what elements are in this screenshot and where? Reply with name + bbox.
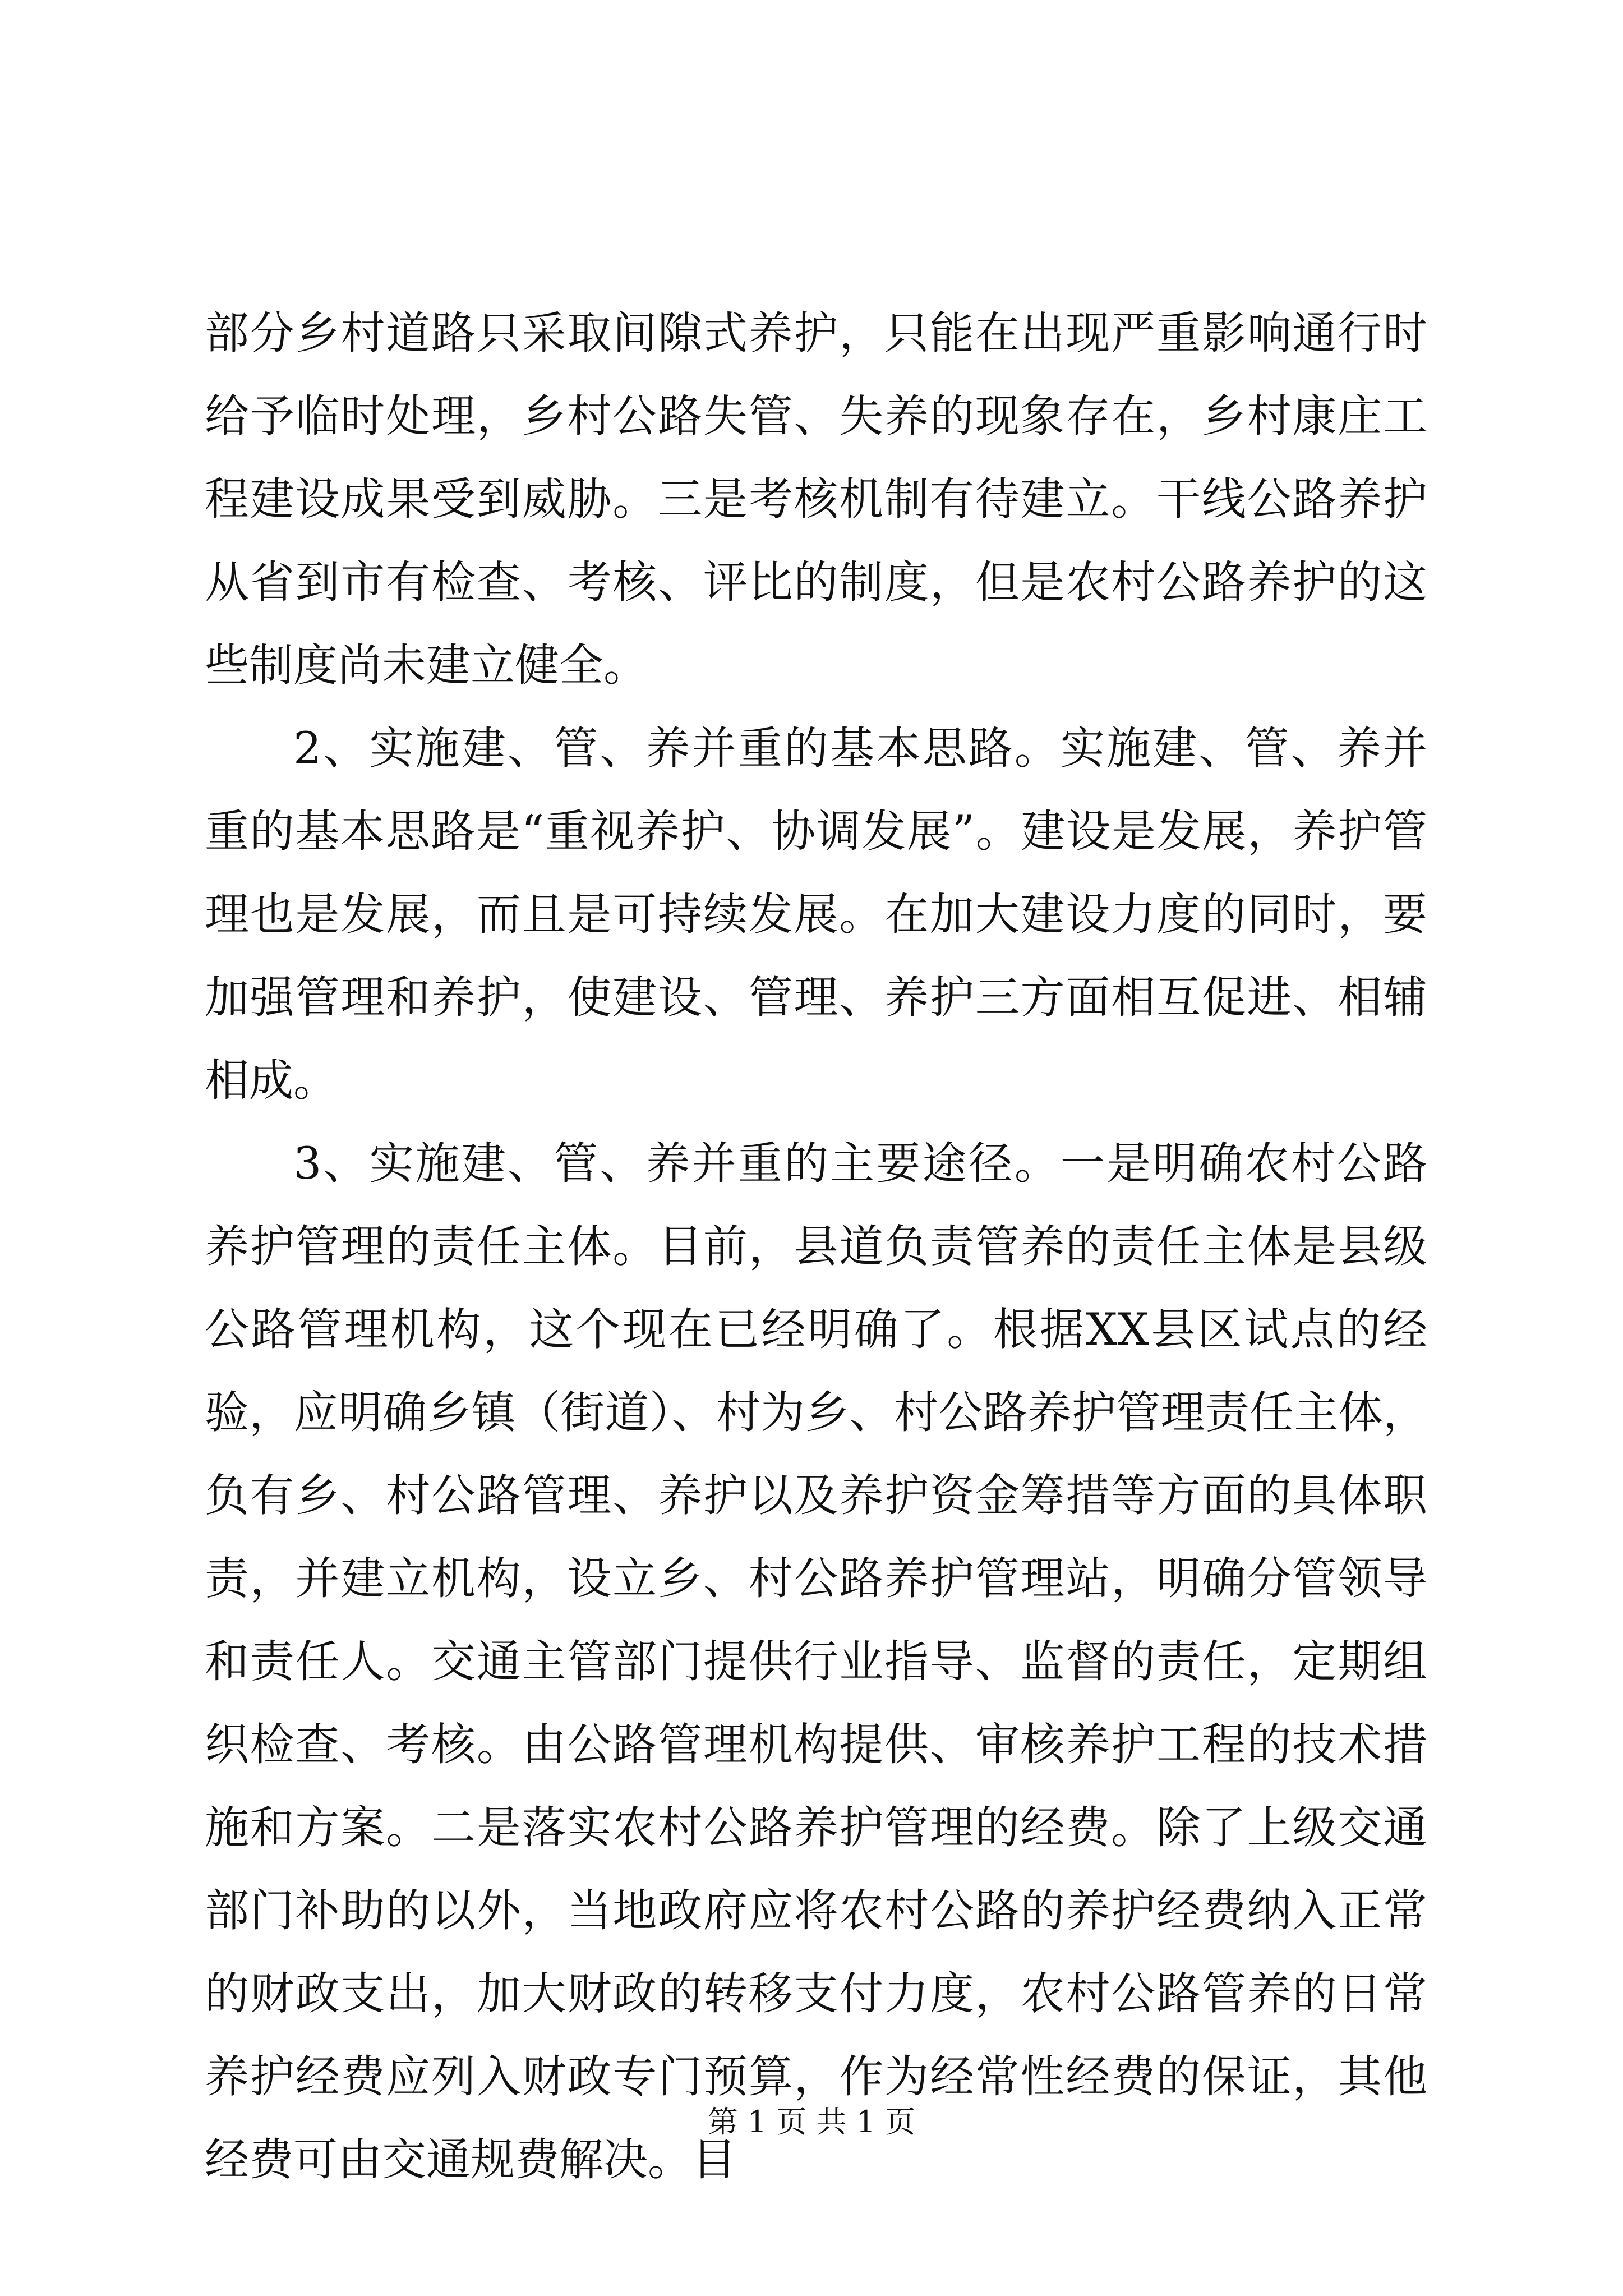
document-body [205,292,1427,2201]
paragraph-continued: 部分乡村道路只采取间隙式养护，只能在出现严重影响通行时给予临时处理，乡村公路失管、失养的现象存在，乡村康庄工程建设成果受到威胁。三是考核机制有待建立。干线公路养护从省到市有检查、考核、评比的制度，但是农村公路养护的这些制度尚未建立健全。 [205,307,1427,691]
paragraph-basic-approach: 2、实施建、管、养并重的基本思路。实施建、管、养并重的基本思路是“重视养护、协调发展”。建设是发展，养护管理也是发展，而且是可持续发展。在加大建设力度的同时，要加强管理和养护，使建设、管理、养护三方面相互促进、相辅相成。 [205,723,1427,1106]
page-footer: 第 1 页 共 1 页 [707,2104,916,2139]
paragraph-main-approach: 3、实施建、管、养并重的主要途径。一是明确农村公路养护管理的责任主体。目前，县道负责管养的责任主体是县级公路管理机构，这个现在已经明确了。根据XX县区试点的经验，应明确乡镇（街道）、村为乡、村公路养护管理责任主体，负有乡、村公路管理、养护以及养护资金筹措等方面的具体职责，并建立机构，设立乡、村公路养护管理站，明确分管领导和责任人。交通主管部门提供行业指导、监督的责任，定期组织检查、考核。由公路管理机构提供、审核养护工程的技术措施和方案。二是落实农村公路养护管理的经费。除了上级交通部门补助的以外，当地政府应将农村公路的养护经费纳入正常的财政支出，加大财政的转移支付力度，农村公路管养的日常养护经费应列入财政专门预算，作为经常性经费的保证，其他经费可由交通规费解决。目 [205,1138,1427,2185]
